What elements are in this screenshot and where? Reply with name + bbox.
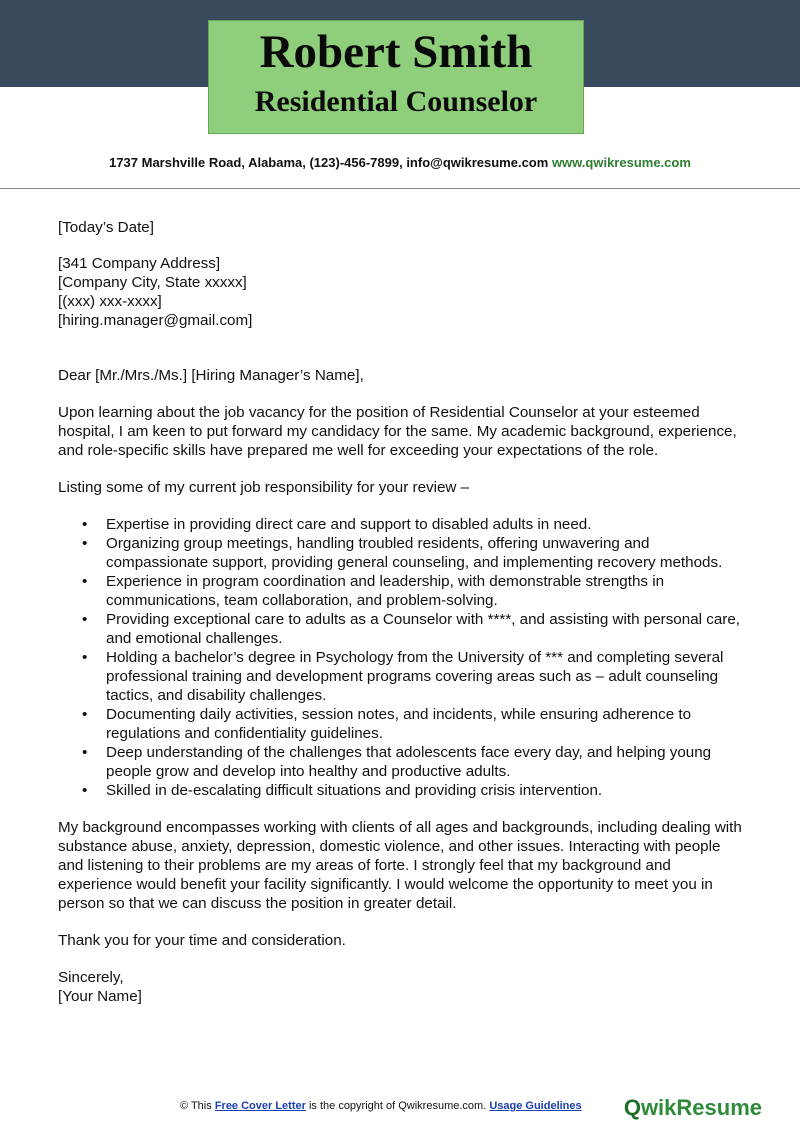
list-item-text: Holding a bachelor’s degree in Psychology from the University of *** and completing several professional training and development programs covering areas such as – adult counseling tactics, and disability challenges.: [106, 649, 724, 704]
bullet-icon: •: [82, 782, 88, 799]
list-intro: Listing some of my current job responsibility for your review –: [58, 479, 470, 496]
bullet-icon: •: [82, 573, 88, 590]
bullet-icon: •: [82, 649, 88, 666]
copyright-notice: [180, 1100, 582, 1112]
signature: [Your Name]: [58, 988, 142, 1005]
list-item: [58, 572, 748, 610]
intro-paragraph: Upon learning about the job vacancy for the position of Residential Counselor at your esteemed hospital, I am keen to put forward my candidacy for the same. My academic background, experience, and role-specific skills have prepared me well for exceeding your expectations of the role.: [58, 404, 737, 459]
responsibility-list: [58, 515, 748, 800]
body-paragraph: My background encompasses working with clients of all ages and backgrounds, including dealing with substance abuse, anxiety, depression, domestic violence, and other issues. Interacting with people and listening to their problems are my areas of forte. I strongly feel that my background and experience would benefit your facility significantly. I would welcome the opportunity to meet you in person so that we can discuss the position in greater detail.: [58, 819, 742, 912]
list-item: [58, 515, 748, 534]
list-item-text: Providing exceptional care to adults as a Counselor with ****, and assisting with personal care, and emotional challenges.: [106, 611, 741, 647]
list-item-text: Experience in program coordination and leadership, with demonstrable strengths in communications, team collaboration, and problem-solving.: [106, 573, 665, 609]
list-item-text: Deep understanding of the challenges that adolescents face every day, and helping young people grow and develop into healthy and productive adults.: [106, 744, 712, 780]
header-divider: [0, 188, 800, 189]
list-item: [58, 781, 748, 800]
list-item: [58, 610, 748, 648]
copyright-prefix: © This: [180, 1100, 212, 1112]
address-line: [Company City, State xxxxx]: [58, 274, 247, 291]
bullet-icon: •: [82, 744, 88, 761]
list-item: [58, 648, 748, 705]
list-item-text: Organizing group meetings, handling troubled residents, offering unwavering and compassionate support, providing general counseling, and implementing recovery methods.: [106, 535, 723, 571]
contact-details: 1737 Marshville Road, Alabama, (123)-456-7899, info@qwikresume.com: [109, 155, 549, 170]
candidate-name: Robert Smith: [259, 26, 533, 78]
recipient-address: [58, 254, 748, 330]
bullet-icon: •: [82, 706, 88, 723]
candidate-title: Residential Counselor: [254, 85, 538, 118]
thanks-line: Thank you for your time and consideration.: [58, 932, 346, 949]
bullet-icon: •: [82, 611, 88, 628]
website-link[interactable]: www.qwikresume.com: [551, 155, 691, 170]
closing: Sincerely,: [58, 969, 124, 986]
bullet-icon: •: [82, 535, 88, 552]
contact-line: [0, 155, 800, 170]
usage-guidelines-link[interactable]: Usage Guidelines: [489, 1100, 582, 1112]
salutation: Dear [Mr./Mrs./Ms.] [Hiring Manager’s Name],: [58, 367, 364, 384]
free-cover-letter-link[interactable]: Free Cover Letter: [214, 1100, 306, 1112]
list-item: [58, 705, 748, 743]
list-item: [58, 743, 748, 781]
list-item-text: Documenting daily activities, session notes, and incidents, while ensuring adherence to regulations and confidentiality guidelines.: [106, 706, 692, 742]
logo-q: Q: [623, 1095, 641, 1120]
bullet-icon: •: [82, 516, 88, 533]
name-box: [208, 20, 584, 134]
logo-text: wikResume: [640, 1095, 762, 1120]
list-item: [58, 534, 748, 572]
letter-body: [58, 218, 748, 1006]
list-item-text: Expertise in providing direct care and support to disabled adults in need.: [106, 516, 592, 533]
letter-date: [Today’s Date]: [58, 219, 154, 236]
address-line: [341 Company Address]: [58, 255, 221, 272]
copyright-middle: is the copyright of Qwikresume.com.: [308, 1100, 487, 1112]
address-line: [hiring.manager@gmail.com]: [58, 312, 253, 329]
list-item-text: Skilled in de-escalating difficult situations and providing crisis intervention.: [106, 782, 603, 799]
address-line: [(xxx) xxx-xxxx]: [58, 293, 162, 310]
qwikresume-logo: [624, 1095, 762, 1121]
